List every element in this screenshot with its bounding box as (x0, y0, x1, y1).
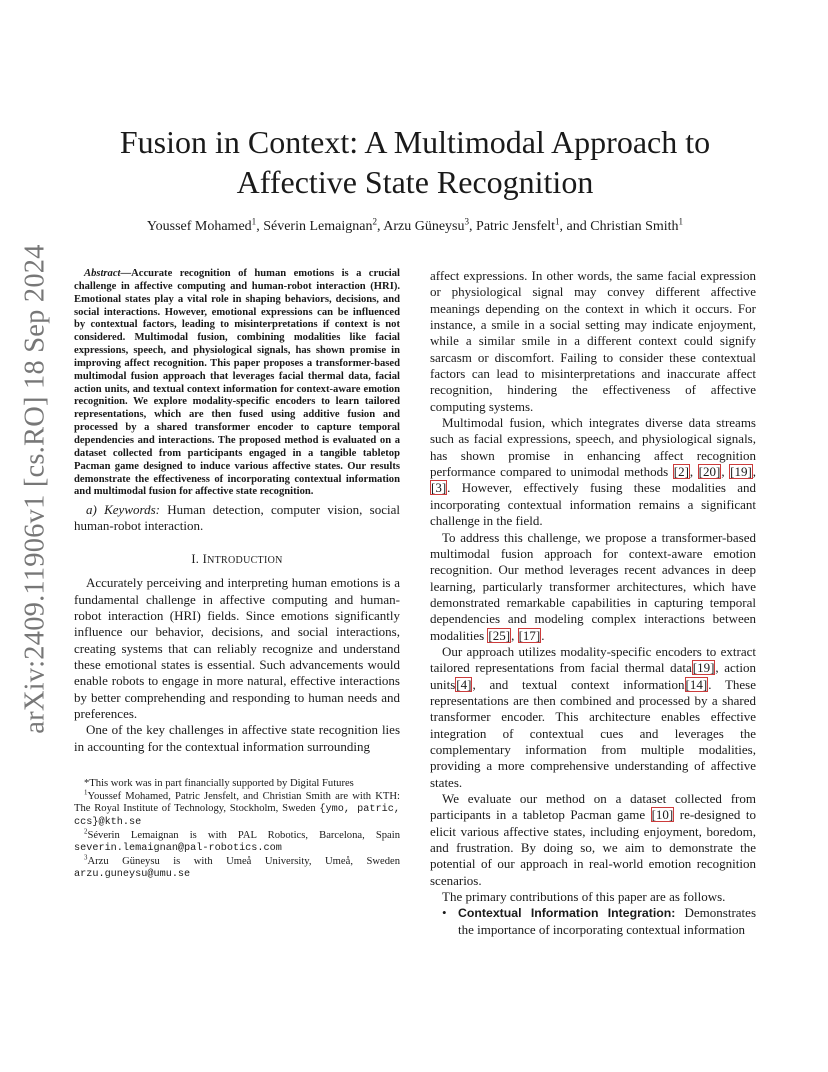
author-affiliation-mark: 3 (464, 216, 470, 227)
body-paragraph: To address this challenge, we propose a transformer-based multimodal fusion approach for context-aware emotion recognition. Our method leverages recent advances in deep learning, particularly transformer architectures, which have demonstrated remarkable capabilities in capturing temporal dependencies and modeling complex interactions between modalities [25], [17]. (430, 529, 756, 643)
abstract-text: —Accurate recognition of human emotions is a crucial challenge in affective computing and human-robot interaction (HRI). Emotional states play a vital role in shaping behaviors, decisions, and social interactions. However, emotional expressions can be influenced by contextual factors, leading to misinterpretations if context is not considered. Multimodal fusion, combining modalities like facial expressions, speech, and physiological signals, has shown promise in improving affect recognition. This paper proposes a transformer-based multimodal fusion approach that leverages facial thermal data, facial action units, and textual context information for context-aware emotion recognition. We explore modality-specific encoders to learn tailored representations, which are then fused using additive fusion and processed by a shared transformer encoder to capture temporal dependencies and interactions. The proposed method is evaluated on a dataset collected from participants engaged in a tangible tabletop Pacman game designed to induce various affective states. Our results demonstrate the effectiveness of incorporating contextual information and multimodal fusion for affective state recognition. (74, 268, 400, 498)
citation-link[interactable]: [19] (730, 464, 752, 480)
abstract-label: Abstract (84, 268, 121, 279)
body-paragraph: affect expressions. In other words, the same facial expression or physiological signal may convey different affective meanings depending on the context in which it occurs. For instance, a smile in a social setting may indicate enjoyment, while a similar smile in a different context could signify sarcasm or discomfort. Failing to consider these contextual factors can lead to misinterpretations and inaccurate affect recognition, hindering the effectiveness of affective computing systems. (430, 268, 756, 414)
title-line-2: Affective State Recognition (236, 164, 594, 200)
citation-link[interactable]: [2] (673, 464, 689, 480)
right-column (430, 268, 756, 938)
keywords-text: Human detection, computer vision, social human-robot interaction. (74, 502, 400, 533)
body-paragraph: Multimodal fusion, which integrates diverse data streams such as facial expressions, speech, and physiological signals, has shown promise in enhancing affect recognition performance compared to unimodal methods [2], [20], [19], [3]. However, effectively fusing these modalities and incorporating contextual information remains a significant challenge in the field. (430, 415, 757, 529)
bullet-text: Demonstrates the importance of incorporating contextual information (458, 905, 757, 937)
citation-link[interactable]: [10] (651, 807, 674, 823)
contribution-bullet (430, 905, 756, 938)
author-affiliation-mark: 1 (251, 216, 257, 227)
citation-link[interactable]: [17] (518, 627, 541, 643)
keywords (74, 502, 400, 533)
author-name: Christian Smith (590, 219, 679, 234)
citation-link[interactable]: [4] (456, 676, 472, 692)
citation-link[interactable]: [3] (431, 480, 447, 496)
body-paragraph: We evaluate our method on a dataset collected from participants in a tabletop Pacman game [10] re-designed to elicit various affective states, including enjoyment, boredom, and frustration. By doing so, we aim to demonstrate the potential of our approach in real-world emotion recognition scenarios. (430, 791, 756, 888)
citation-link[interactable]: [14] (685, 676, 708, 692)
citation-link[interactable]: [25] (488, 627, 511, 643)
author-affiliation-mark: 1 (554, 216, 560, 227)
email-address: {ymo, patric, ccs}@kth.se (74, 803, 400, 829)
footnote-divider (74, 772, 400, 773)
abstract (74, 268, 400, 499)
section-heading-introduction: I. INTRODUCTION (191, 552, 283, 567)
body-paragraph: Our approach utilizes modality-specific encoders to extract tailored representations from facial thermal data[19], action units[4], and textual context information[14]. These representations are then combined and processed by a shared transformer encoder. This architecture enables effective integration of contextual cues and leverages the complementary information from multiple modalities, providing a more comprehensive understanding of affective states. (430, 643, 757, 790)
footnote-funding: *This work was in part financially supported by Digital Futures (84, 778, 354, 790)
email-address: arzu.guneysu@umu.se (74, 869, 191, 880)
email-address: severin.lemaignan@pal-robotics.com (74, 843, 282, 855)
author-name: Patric Jensfelt (476, 219, 555, 234)
citation-link[interactable]: [19] (692, 660, 715, 676)
intro-paragraph: One of the key challenges in affective state recognition lies in accounting for the contextual information surrounding (74, 722, 400, 754)
author-list: Youssef Mohamed$^1$, Séverin Lemaignan$^2$, Arzu Güneysu$^3$, Patric Jensfelt$^1$, and Christian Smith$^1$ (146, 216, 684, 234)
author-affiliation-mark: 2 (372, 216, 377, 227)
bullet-icon: • (442, 905, 447, 921)
keywords-label: a) Keywords: (86, 502, 160, 518)
title-line-1: Fusion in Context: A Multimodal Approach to (119, 124, 711, 160)
paper-title (60, 122, 770, 202)
footnote-affiliation-1: $^1$Youssef Mohamed, Patric Jensfelt, and Christian Smith are with KTH: The Royal Institute of Technology, Stockholm, Sweden {ymo, patric, ccs}@kth.se (74, 789, 400, 829)
arxiv-identifier: arXiv:2409.11906v1 [cs.RO] 18 Sep 2024 (20, 244, 52, 734)
footnote-affiliation-2: $^2$Séverin Lemaignan is with PAL Robotics, Barcelona, Spain severin.lemaignan@pal-robotics.com (74, 828, 400, 855)
author-name: Arzu Güneysu (383, 219, 465, 234)
citation-link[interactable]: [20] (698, 464, 721, 480)
left-column (74, 268, 400, 881)
intro-paragraph: Accurately perceiving and interpreting human emotions is a fundamental challenge in affective computing and human-robot interaction (HRI) fields. Since emotions significantly influence our behavior, decisions, and social interactions, creating systems that can reliably recognize and understand these emotional states is essential. Such advancements would enable robots to engage in more natural, effective interactions by better comprehending and responding to human needs and preferences. (74, 575, 400, 722)
author-affiliation-mark: 1 (678, 216, 684, 227)
footnote-affiliation-3: $^3$Arzu Güneysu is with Umeå University, Umeå, Sweden arzu.guneysu@umu.se (74, 854, 400, 880)
author-name: Youssef Mohamed (146, 219, 252, 234)
bullet-title: Contextual Information Integration: (458, 906, 676, 921)
author-name: Séverin Lemaignan (263, 219, 373, 234)
body-paragraph: The primary contributions of this paper are as follows. (442, 889, 726, 905)
